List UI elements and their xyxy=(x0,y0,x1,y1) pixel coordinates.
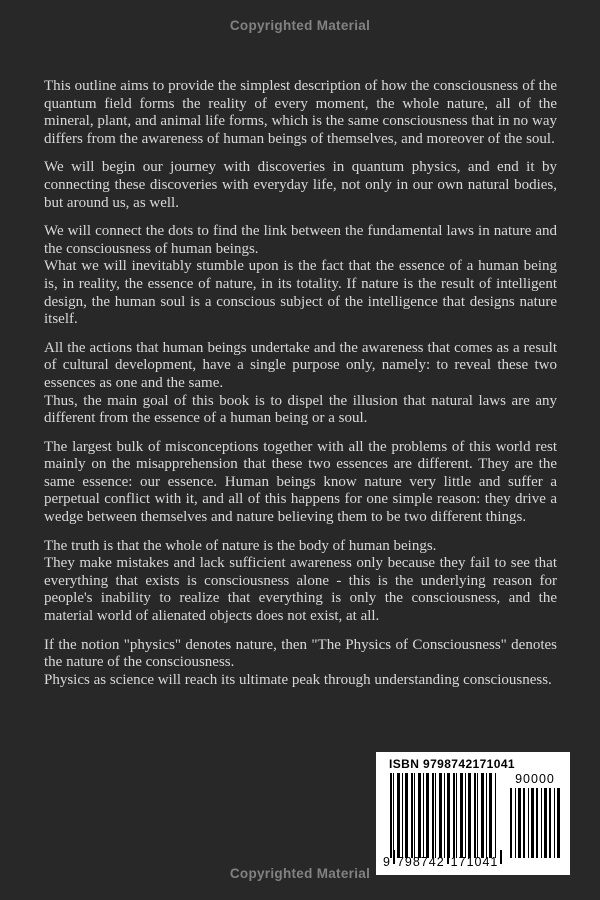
paragraph-text: We will begin our journey with discoveries in quantum physics, and end it by connecting these discoveries with everyday life, not only in our own natural bodies, but around us, as well. xyxy=(44,159,557,211)
paragraph xyxy=(44,538,557,626)
paragraph-text: All the actions that human beings undertake and the awareness that comes as a result of cultural development, have a single purpose only, namely: to reveal these two essences as one and the same. xyxy=(44,339,557,391)
paragraph-text: Physics as science will reach its ultimate peak through understanding consciousness. xyxy=(44,671,552,688)
paragraph xyxy=(44,637,557,690)
paragraph-text: If the notion "physics" denotes nature, then "The Physics of Consciousness" denotes the nature of the consciousness. xyxy=(44,636,557,671)
paragraph xyxy=(44,340,557,428)
paragraph xyxy=(44,439,557,527)
ean-digit-group: 9 xyxy=(383,855,391,869)
paragraph-text: Thus, the main goal of this book is to dispel the illusion that natural laws are any different from the essence of a human being or a soul. xyxy=(44,392,557,427)
paragraph-text: This outline aims to provide the simplest description of how the consciousness of the quantum field forms the reality of every moment, the whole nature, all of the mineral, plant, and animal life forms, which is the same consciousness that in no way differs from the awareness of human beings of themselves, and moreover of the soul. xyxy=(44,78,557,147)
supplement-price-label: 90000 xyxy=(515,772,555,786)
paragraph xyxy=(44,78,557,148)
paragraph-text: The largest bulk of misconceptions together with all the problems of this world rest mainly on the misapprehension that these two essences are different. They are the same essence: our essence. Human beings know nature very little and suffer a perpetual conflict with it, and all of this happens for one simple reason: they drive a wedge between themselves and nature believing them to be two different things. xyxy=(44,438,557,526)
book-description xyxy=(44,78,557,700)
barcode-box xyxy=(376,752,570,875)
copyright-top-label: Copyrighted Material xyxy=(229,18,371,33)
ean-digit-group: 171041 xyxy=(450,855,499,869)
paragraph xyxy=(44,223,557,329)
ean-barcode-icon xyxy=(390,773,496,858)
copyright-bottom-label: Copyrighted Material xyxy=(229,866,371,881)
paragraph-text: The truth is that the whole of nature is the body of human beings. xyxy=(44,537,437,554)
paragraph-text: What we will inevitably stumble upon is the fact that the essence of a human being is, in reality, the essence of nature, in its totality. If nature is the result of intelligent design, the human soul is a conscious subject of the intelligence that designs nature itself. xyxy=(44,258,557,328)
paragraph-text: They make mistakes and lack sufficient awareness only because they fail to see that everything that exists is consciousness alone - this is the underlying reason for people's inability to realize that everything is only the consciousness, and the material world of alienated objects does not exist, at all. xyxy=(44,555,557,625)
paragraph xyxy=(44,159,557,212)
paragraph-text: We will connect the dots to find the link between the fundamental laws in nature and the consciousness of human beings. xyxy=(44,223,557,257)
isbn-label: ISBN 9798742171041 xyxy=(389,757,515,771)
supplement-barcode-icon xyxy=(510,788,560,858)
barcode-guard-icon xyxy=(500,850,502,864)
ean-digit-group: 798742 xyxy=(396,855,445,869)
